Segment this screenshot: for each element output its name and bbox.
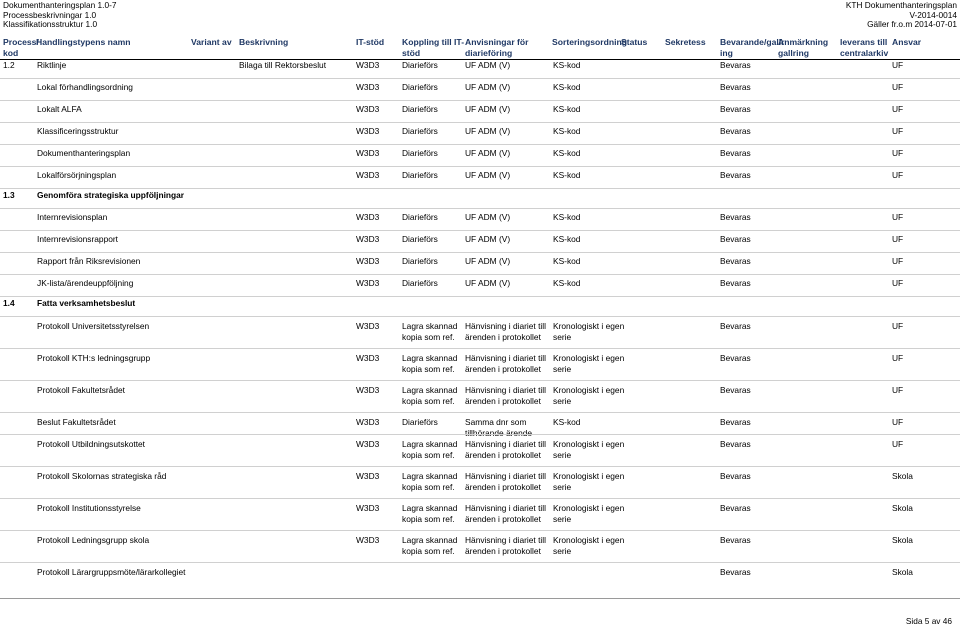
it-link-instruction: kopia som ref.	[402, 364, 455, 374]
it-link-instruction: Lagra skannad	[402, 353, 458, 363]
responsible-unit: UF	[892, 104, 904, 114]
registration-instruction: tillhörande ärende	[465, 428, 533, 438]
document-type-name: Rapport från Riksrevisionen	[37, 256, 141, 266]
section-title: Fatta verksamhetsbeslut	[37, 298, 136, 308]
sort-order: Kronologiskt i egen	[553, 353, 625, 363]
document-type-name: Lokalt ALFA	[37, 104, 82, 114]
it-link-instruction: kopia som ref.	[402, 396, 455, 406]
retention-status: Bevaras	[720, 212, 751, 222]
col-it-stod: IT-stöd	[356, 37, 385, 47]
registration-instruction: Samma dnr som	[465, 417, 527, 427]
it-system: W3D3	[356, 104, 380, 114]
retention-status: Bevaras	[720, 417, 751, 427]
registration-instruction: Hänvisning i diariet till	[465, 321, 546, 331]
header-org: KTH Dokumenthanteringsplan	[845, 0, 957, 10]
retention-status: Bevaras	[720, 385, 751, 395]
registration-instruction: UF ADM (V)	[465, 148, 511, 158]
row-divider	[0, 348, 960, 349]
registration-instruction: ärenden i protokollet	[465, 332, 541, 342]
col-anmarkning: Anmärkning gallring	[778, 37, 829, 58]
row-divider	[0, 296, 960, 297]
sort-order: KS-kod	[553, 256, 581, 266]
it-system: W3D3	[356, 439, 380, 449]
col-anvisningar: Anvisningar för diarieföring	[465, 37, 529, 58]
it-link-instruction: kopia som ref.	[402, 332, 455, 342]
it-system: W3D3	[356, 126, 380, 136]
row-divider	[0, 530, 960, 531]
document-type-name: Beslut Fakultetsrådet	[37, 417, 116, 427]
process-code: 1.3	[3, 190, 15, 200]
registration-instruction: Hänvisning i diariet till	[465, 439, 546, 449]
row-divider	[0, 230, 960, 231]
retention-status: Bevaras	[720, 60, 751, 70]
document-type-name: Internrevisionsplan	[37, 212, 108, 222]
it-link-instruction: Lagra skannad	[402, 471, 458, 481]
registration-instruction: Hänvisning i diariet till	[465, 535, 546, 545]
registration-instruction: UF ADM (V)	[465, 82, 511, 92]
it-system: W3D3	[356, 256, 380, 266]
retention-status: Bevaras	[720, 126, 751, 136]
retention-status: Bevaras	[720, 82, 751, 92]
sort-order: KS-kod	[553, 234, 581, 244]
page-number: Sida 5 av 46	[905, 616, 952, 626]
registration-instruction: UF ADM (V)	[465, 126, 511, 136]
col-bevarande: Bevarande/gallr ing	[720, 37, 785, 58]
responsible-unit: UF	[892, 212, 904, 222]
responsible-unit: UF	[892, 148, 904, 158]
row-divider	[0, 380, 960, 381]
document-type-name: Protokoll Skolornas strategiska råd	[37, 471, 167, 481]
it-link-instruction: Lagra skannad	[402, 503, 458, 513]
responsible-unit: Skola	[892, 503, 913, 513]
it-link-instruction: Lagra skannad	[402, 439, 458, 449]
it-system: W3D3	[356, 278, 380, 288]
sort-order: Kronologiskt i egen	[553, 321, 625, 331]
col-koppling: Koppling till IT- stöd	[402, 37, 465, 58]
retention-status: Bevaras	[720, 234, 751, 244]
registration-instruction: ärenden i protokollet	[465, 396, 541, 406]
retention-status: Bevaras	[720, 471, 751, 481]
it-system: W3D3	[356, 471, 380, 481]
header-line-1: Dokumenthanteringsplan 1.0-7	[3, 0, 117, 10]
it-system: W3D3	[356, 148, 380, 158]
it-link-instruction: Lagra skannad	[402, 321, 458, 331]
registration-instruction: UF ADM (V)	[465, 60, 511, 70]
row-divider	[0, 316, 960, 317]
header-line-3: Klassifikationsstruktur 1.0	[3, 19, 98, 29]
registration-instruction: Hänvisning i diariet till	[465, 471, 546, 481]
retention-status: Bevaras	[720, 278, 751, 288]
process-code: 1.2	[3, 60, 15, 70]
it-system: W3D3	[356, 353, 380, 363]
responsible-unit: Skola	[892, 471, 913, 481]
retention-status: Bevaras	[720, 535, 751, 545]
document-type-name: Lokal förhandlingsordning	[37, 82, 133, 92]
row-divider	[0, 562, 960, 563]
sort-order: KS-kod	[553, 126, 581, 136]
document-type-name: Protokoll KTH:s ledningsgrupp	[37, 353, 151, 363]
col-beskrivning: Beskrivning	[239, 37, 289, 47]
it-link-instruction: Diarieförs	[402, 212, 438, 222]
table-column-header	[0, 37, 960, 59]
registration-instruction: UF ADM (V)	[465, 234, 511, 244]
it-link-instruction: Diarieförs	[402, 417, 438, 427]
registration-instruction: ärenden i protokollet	[465, 546, 541, 556]
it-system: W3D3	[356, 170, 380, 180]
it-link-instruction: kopia som ref.	[402, 514, 455, 524]
document-type-name: Protokoll Institutionsstyrelse	[37, 503, 141, 513]
document-type-name: JK-lista/ärendeuppföljning	[37, 278, 134, 288]
sort-order: Kronologiskt i egen	[553, 535, 625, 545]
retention-status: Bevaras	[720, 353, 751, 363]
sort-order: Kronologiskt i egen	[553, 385, 625, 395]
col-handlingstyp: Handlingstypens namn	[36, 37, 131, 47]
col-leverans: leverans till centralarkiv	[840, 37, 889, 58]
registration-instruction: UF ADM (V)	[465, 278, 511, 288]
sort-order: KS-kod	[553, 170, 581, 180]
row-divider	[0, 252, 960, 253]
registration-instruction: UF ADM (V)	[465, 170, 511, 180]
sort-order: Kronologiskt i egen	[553, 503, 625, 513]
row-divider	[0, 412, 960, 413]
col-status: Status	[621, 37, 648, 47]
retention-status: Bevaras	[720, 567, 751, 577]
it-link-instruction: Diarieförs	[402, 82, 438, 92]
document-type-name: Dokumenthanteringsplan	[37, 148, 131, 158]
it-system: W3D3	[356, 503, 380, 513]
header-line-2: Processbeskrivningar 1.0	[3, 9, 97, 20]
it-system: W3D3	[356, 417, 380, 427]
document-type-name: Protokoll Lärargruppsmöte/lärarkollegiet	[37, 567, 186, 577]
process-code: 1.4	[3, 298, 15, 308]
responsible-unit: UF	[892, 385, 904, 395]
row-divider	[0, 166, 960, 167]
sort-order: serie	[553, 396, 572, 406]
registration-instruction: ärenden i protokollet	[465, 514, 541, 524]
it-system: W3D3	[356, 535, 380, 545]
responsible-unit: UF	[892, 321, 904, 331]
it-link-instruction: Diarieförs	[402, 170, 438, 180]
it-link-instruction: kopia som ref.	[402, 450, 455, 460]
row-divider	[0, 274, 960, 275]
responsible-unit: Skola	[892, 567, 913, 577]
it-link-instruction: kopia som ref.	[402, 482, 455, 492]
it-link-instruction: Diarieförs	[402, 60, 438, 70]
sort-order: serie	[553, 514, 572, 524]
it-system: W3D3	[356, 82, 380, 92]
row-divider	[0, 434, 960, 435]
document-type-name: Protokoll Universitetsstyrelsen	[37, 321, 150, 331]
registration-instruction: Hänvisning i diariet till	[465, 353, 546, 363]
it-link-instruction: Lagra skannad	[402, 535, 458, 545]
sort-order: serie	[553, 546, 572, 556]
responsible-unit: UF	[892, 82, 904, 92]
it-system: W3D3	[356, 60, 380, 70]
sort-order: serie	[553, 482, 572, 492]
document-type-name: Internrevisionsrapport	[37, 234, 118, 244]
row-divider	[0, 208, 960, 209]
row-divider	[0, 100, 960, 101]
responsible-unit: UF	[892, 256, 904, 266]
col-sekretess: Sekretess	[665, 37, 706, 47]
sort-order: KS-kod	[553, 212, 581, 222]
responsible-unit: UF	[892, 439, 904, 449]
responsible-unit: UF	[892, 353, 904, 363]
responsible-unit: UF	[892, 60, 904, 70]
sort-order: KS-kod	[553, 148, 581, 158]
col-variant: Variant av	[191, 37, 232, 47]
sort-order: Kronologiskt i egen	[553, 471, 625, 481]
registration-instruction: Hänvisning i diariet till	[465, 385, 546, 395]
responsible-unit: UF	[892, 234, 904, 244]
document-header-right	[846, 1, 957, 30]
it-link-instruction: kopia som ref.	[402, 546, 455, 556]
header-ref: V-2014-0014	[909, 9, 957, 20]
it-link-instruction: Diarieförs	[402, 234, 438, 244]
it-link-instruction: Diarieförs	[402, 148, 438, 158]
sort-order: serie	[553, 332, 572, 342]
registration-instruction: ärenden i protokollet	[465, 364, 541, 374]
col-ansvar: Ansvar	[892, 37, 922, 47]
retention-status: Bevaras	[720, 104, 751, 114]
sort-order: KS-kod	[553, 104, 581, 114]
it-system: W3D3	[356, 385, 380, 395]
it-link-instruction: Diarieförs	[402, 256, 438, 266]
row-divider	[0, 466, 960, 467]
retention-status: Bevaras	[720, 503, 751, 513]
row-divider	[0, 122, 960, 123]
retention-status: Bevaras	[720, 170, 751, 180]
registration-instruction: ärenden i protokollet	[465, 450, 541, 460]
registration-instruction: UF ADM (V)	[465, 212, 511, 222]
row-divider	[0, 188, 960, 189]
it-system: W3D3	[356, 321, 380, 331]
row-divider	[0, 144, 960, 145]
document-type-name: Protokoll Ledningsgrupp skola	[37, 535, 150, 545]
document-type-name: Protokoll Utbildningsutskottet	[37, 439, 145, 449]
responsible-unit: UF	[892, 278, 904, 288]
retention-status: Bevaras	[720, 256, 751, 266]
variant-of: Bilaga till Rektorsbeslut	[239, 60, 327, 70]
sort-order: Kronologiskt i egen	[553, 439, 625, 449]
sort-order: KS-kod	[553, 82, 581, 92]
registration-instruction: UF ADM (V)	[465, 256, 511, 266]
row-divider	[0, 78, 960, 79]
retention-status: Bevaras	[720, 439, 751, 449]
retention-status: Bevaras	[720, 148, 751, 158]
document-type-name: Lokalförsörjningsplan	[37, 170, 117, 180]
row-divider	[0, 598, 960, 599]
registration-instruction: Hänvisning i diariet till	[465, 503, 546, 513]
document-type-name: Klassificeringsstruktur	[37, 126, 119, 136]
responsible-unit: UF	[892, 126, 904, 136]
it-link-instruction: Diarieförs	[402, 278, 438, 288]
sort-order: KS-kod	[553, 60, 581, 70]
document-header-left	[3, 1, 116, 30]
retention-status: Bevaras	[720, 321, 751, 331]
section-title: Genomföra strategiska uppföljningar	[37, 190, 185, 200]
sort-order: serie	[553, 364, 572, 374]
it-system: W3D3	[356, 234, 380, 244]
row-divider	[0, 498, 960, 499]
document-type-name: Protokoll Fakultetsrådet	[37, 385, 125, 395]
responsible-unit: Skola	[892, 535, 913, 545]
document-type-name: Riktlinje	[37, 60, 67, 70]
col-sortering: Sorteringsordning	[552, 37, 627, 47]
sort-order: KS-kod	[553, 278, 581, 288]
registration-instruction: UF ADM (V)	[465, 104, 511, 114]
col-process-kod: Process/ kod	[3, 37, 39, 58]
sort-order: KS-kod	[553, 417, 581, 427]
header-valid-from: Gäller fr.o.m 2014-07-01	[867, 19, 957, 29]
it-system: W3D3	[356, 212, 380, 222]
it-link-instruction: Diarieförs	[402, 104, 438, 114]
it-link-instruction: Diarieförs	[402, 126, 438, 136]
responsible-unit: UF	[892, 170, 904, 180]
registration-instruction: ärenden i protokollet	[465, 482, 541, 492]
responsible-unit: UF	[892, 417, 904, 427]
it-link-instruction: Lagra skannad	[402, 385, 458, 395]
sort-order: serie	[553, 450, 572, 460]
